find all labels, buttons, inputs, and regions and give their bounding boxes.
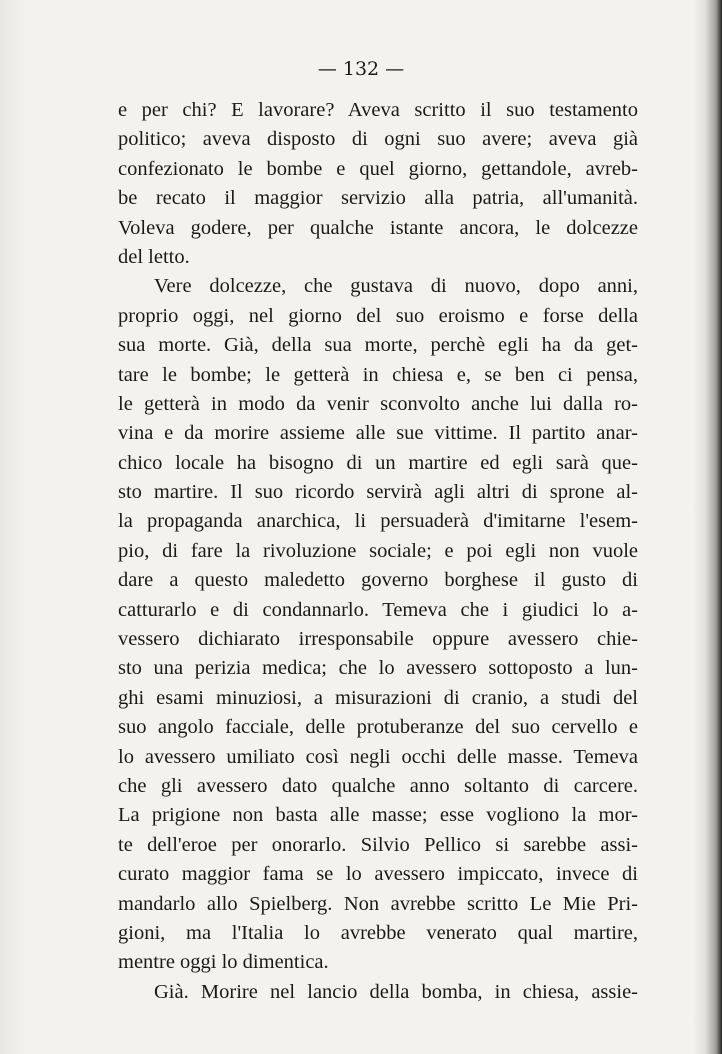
text-line: Già. Morire nel lancio della bomba, in chiesa, assie-	[154, 980, 638, 1003]
text-line: sto martire. Il suo ricordo servirà agli altri di sprone al-	[118, 481, 638, 504]
body-text	[118, 96, 638, 1007]
page-number: — 132 —	[317, 58, 405, 80]
page-binding-edge	[692, 0, 722, 1054]
text-line: del letto.	[118, 245, 190, 268]
text-line: vina e da morire assieme alle sue vittime. Il partito anar-	[118, 422, 638, 445]
text-line: sto una perizia medica; che lo avessero sottoposto a lun-	[118, 657, 638, 680]
page-left-shadow	[0, 0, 24, 1054]
text-line: e per chi? E lavorare? Aveva scritto il suo testamento	[118, 99, 638, 121]
text-line: curato maggior fama se lo avessero impiccato, invece di	[118, 863, 638, 886]
text-line: Vere dolcezze, che gustava di nuovo, dopo anni,	[154, 275, 638, 298]
text-line: proprio oggi, nel giorno del suo eroismo e forse della	[118, 304, 638, 327]
text-line: mandarlo allo Spielberg. Non avrebbe scritto Le Mie Pri-	[118, 892, 638, 915]
text-line: catturarlo e di condannarlo. Temeva che i giudici lo a-	[118, 598, 638, 621]
text-line: confezionato le bombe e quel giorno, gettandole, avreb-	[118, 157, 638, 180]
text-line: pio, di fare la rivoluzione sociale; e poi egli non vuole	[118, 539, 638, 562]
text-line: vessero dichiarato irresponsabile oppure avessero chie-	[118, 628, 638, 651]
text-line: tare le bombe; le getterà in chiesa e, se ben ci pensa,	[118, 363, 638, 386]
text-line: gioni, ma l'Italia lo avrebbe venerato qual martire,	[118, 921, 638, 944]
text-line: la propaganda anarchica, li persuaderà d'imitarne l'esem-	[118, 510, 638, 533]
text-line: che gli avessero dato qualche anno soltanto di carcere.	[118, 774, 638, 797]
text-line: ghi esami minuziosi, a misurazioni di cranio, a studi del	[118, 686, 638, 709]
text-line: lo avessero umiliato così negli occhi delle masse. Temeva	[118, 745, 638, 768]
text-line: mentre oggi lo dimentica.	[118, 951, 329, 974]
text-line: be recato il maggior servizio alla patria, all'umanità.	[118, 187, 638, 210]
text-line: te dell'eroe per onorarlo. Silvio Pellico si sarebbe assi-	[118, 833, 638, 856]
text-line: suo angolo facciale, delle protuberanze del suo cervello e	[118, 716, 638, 739]
text-line: La prigione non basta alle masse; esse vogliono la mor-	[118, 804, 638, 827]
text-line: le getterà in modo da venir sconvolto anche lui dalla ro-	[118, 392, 638, 415]
text-line: sua morte. Già, della sua morte, perchè egli ha da get-	[118, 334, 638, 357]
text-line: politico; aveva disposto di ogni suo avere; aveva già	[118, 128, 638, 151]
text-line: dare a questo maledetto governo borghese il gusto di	[118, 569, 638, 592]
text-line: chico locale ha bisogno di un martire ed egli sarà que-	[118, 451, 638, 474]
text-line: Voleva godere, per qualche istante ancora, le dolcezze	[118, 216, 638, 239]
